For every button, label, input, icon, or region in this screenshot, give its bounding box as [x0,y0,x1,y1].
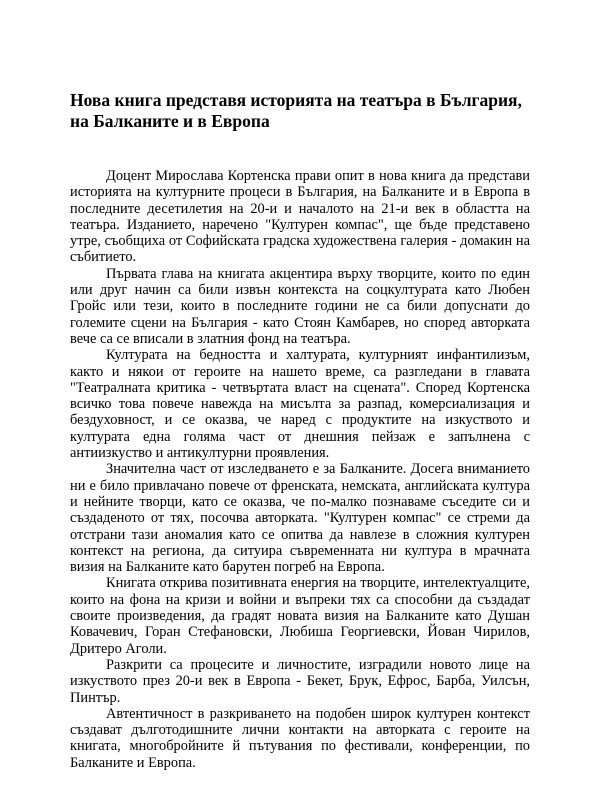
paragraph: Автентичност в разкриването на подобен широк културен контекст създават дълготодишните лични контакти на авторката с героите на книгата, многобройните й пътувания по фестивали, конференции, по Балканите и Европа. [70,705,530,771]
article-body [70,168,530,771]
document-page [70,90,530,771]
article-title: Нова книга представя историята на театъра в България, на Балканите и в Европа [70,90,522,131]
paragraph: Доцент Мирослава Кортенска прави опит в нова книга да представи историята на културните процеси в България, на Балканите и в Европа в последните десетилетия на 20-и и началото на 21-и век в областта на театъра. Изданието, наречено "Културен компас", ще бъде представено утре, съобщиха от Софийската градска художествена галерия - домакин на събитието. [70,168,530,266]
paragraph: Първата глава на книгата акцентира върху творците, които по един или друг начин са били извън контекста на соцкултурата като Любен Гройс или тези, които в последните години не са били допуснати до големите сцени на България - като Стоян Камбарев, но според авторката вече са се вписали в златния фонд на театъра. [70,265,530,347]
paragraph: Разкрити са процесите и личностите, изградили новото лице на изкуството през 20-и век в Европа - Бекет, Брук, Ефрос, Барба, Уилсън, Пинтър. [70,656,530,706]
paragraph: Книгата открива позитивната енергия на творците, интелектуалците, които на фона на кризи и войни и въпреки тях са способни да създадат своите произведения, да градят новата визия на Балканите като Душан Ковачевич, Горан Стефановски, Любиша Георгиевски, Йован Чирилов, Дритеро Аголи. [70,575,530,657]
paragraph: Значителна част от изследването е за Балканите. Досега вниманието ни е било привлачано повече от френската, немската, английската култура и нейните творци, като се оказва, че по-малко познаваме съседите си и създаденото от тях, посочва авторката. "Културен компас" се стреми да отстрани тази аномалия като се опитва да навлезе в сложния културен контекст на региона, да ситуира съвременната ни култура в мрачната визия на Балканите като барутен погреб на Европа. [70,461,530,576]
paragraph: Културата на бедността и халтурата, културният инфантилизъм, както и някои от героите на нашето време, са разгледани в главата "Театралната критика - четвъртата власт на сцената". Според Кортенска всичко това повече навежда на мисълта за разпад, комерсиализация и бездуховност, и се оказва, че наред с продуктите на изкуството и културата една голяма част от днешния пейзаж е запълнена с антиизкуство и антикултурни проявления. [70,347,530,462]
